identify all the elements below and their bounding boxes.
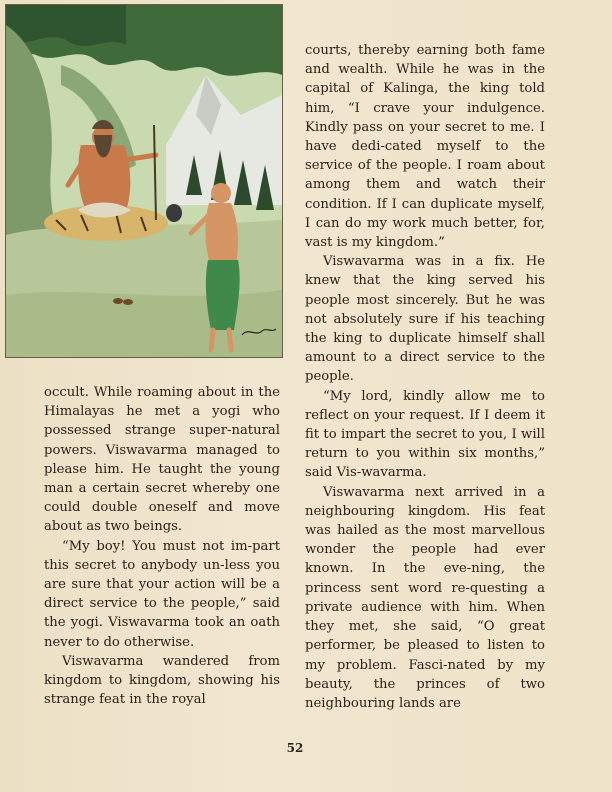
left-text-column <box>44 383 280 709</box>
left-paragraph-2: “My boy! You must not im-part this secret to anybody un-less you are sure that your action will be a direct service to the people,” said the yogi. Viswavarma took an oath never to do otherwise. <box>44 538 280 650</box>
story-illustration <box>5 4 283 358</box>
yogi-scene-image <box>6 5 282 357</box>
left-paragraph-1: occult. While roaming about in the Himalayas he met a yogi who possessed strange super-natural powers. Viswavarma managed to please him. He taught the young man a certain secret whereby one could double oneself and move about as two beings. <box>44 385 280 535</box>
page-number: 52 <box>286 741 304 755</box>
right-paragraph-3: “My lord, kindly allow me to reflect on your request. If I deem it fit to impart the secret to you, I will return to you within six months,” said Vis-wavarma. <box>305 388 545 481</box>
right-paragraph-2: Viswavarma was in a fix. He knew that the king served his people most sincerely. But he was not absolutely sure if his teaching the king to duplicate himself shall amount to a direct service to the people. <box>305 254 545 385</box>
right-paragraph-1: courts, thereby earning both fame and wealth. While he was in the capital of Kalinga, the king told him, “I crave your indulgence. Kindly pass on your secret to me. I have dedi-cated myself to the service of the people. I roam about among them and watch their condition. If I can duplicate myself, I can do my work much better, for, vast is my kingdom.” <box>305 43 545 251</box>
left-paragraph-3: Viswavarma wandered from kingdom to kingdom, showing his strange feat in the royal <box>44 653 280 708</box>
right-paragraph-4: Viswavarma next arrived in a neighbouring kingdom. His feat was hailed as the most marvellous wonder the people had ever known. In the eve-ning, the princess sent word re-questing a private audience with him. When they met, she said, “O great performer, be pleased to listen to my problem. Fasci-nated by my beauty, the princes of two neighbouring lands are <box>305 484 545 711</box>
right-text-column <box>305 41 545 713</box>
